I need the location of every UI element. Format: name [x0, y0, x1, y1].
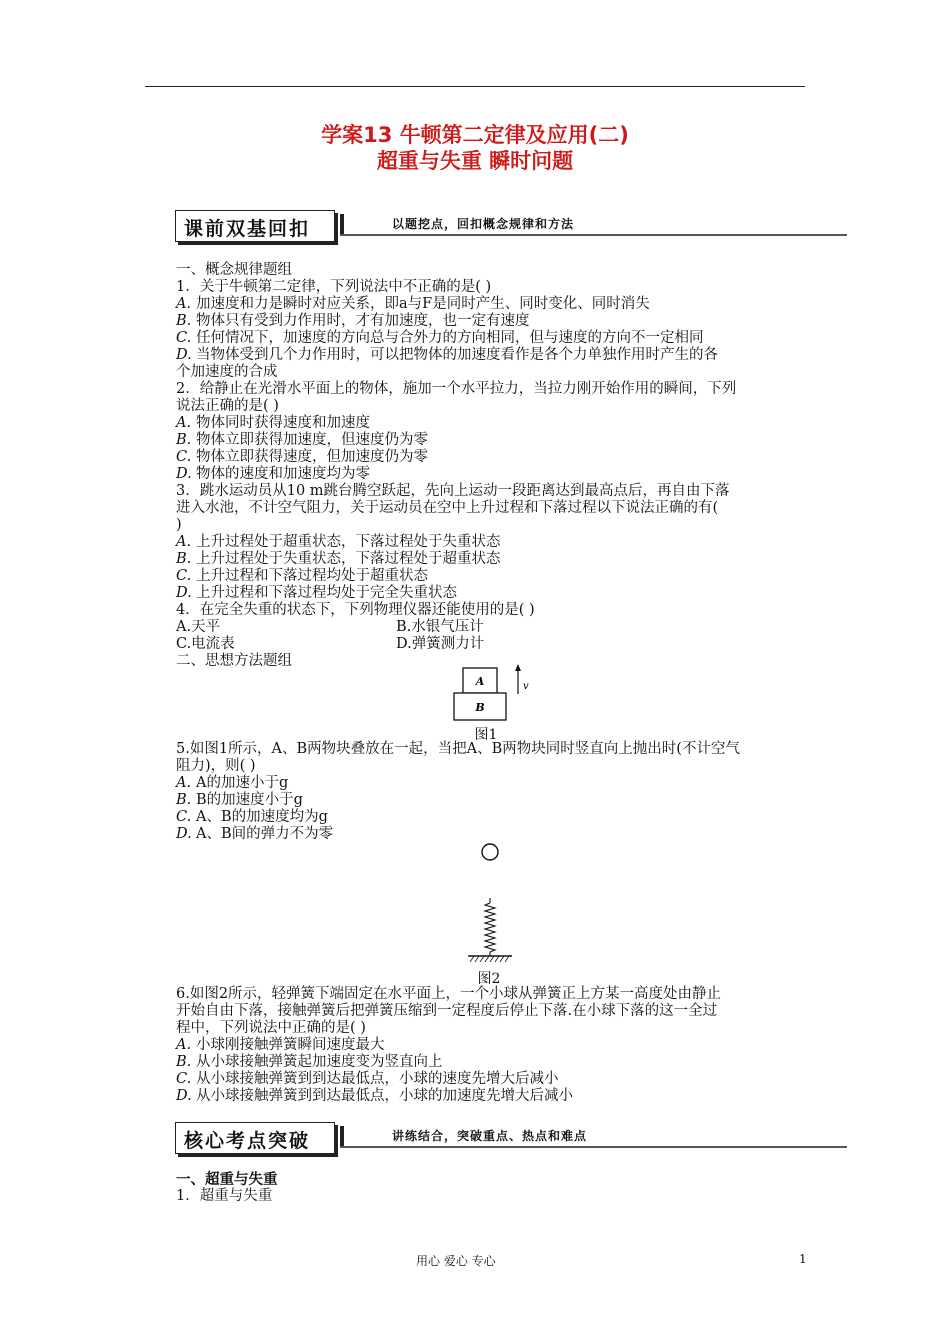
page-number: 1 [799, 1252, 807, 1266]
core-section [176, 1171, 816, 1205]
q6-stem-3: 程中，下列说法中正确的是( ) [176, 1020, 366, 1036]
q6-option-c [176, 1071, 816, 1088]
q1-option-c [176, 330, 816, 347]
figure-1-blocks [450, 662, 540, 724]
figure-1-caption: 图1 [474, 727, 498, 743]
option-letter: C. [176, 809, 192, 825]
questions-part-3 [176, 986, 816, 1105]
option-text: 任何情况下，加速度的方向总与合外力的方向相同，但与速度的方向不一定相同 [196, 330, 704, 346]
banner-subtitle: 讲练结合，突破重点、热点和难点 [392, 1129, 588, 1143]
title-line-1: 学案13 牛顿第二定律及应用(二) [321, 123, 629, 147]
velocity-label: v [523, 681, 529, 692]
q3-stem-3: ) [176, 517, 182, 533]
q5-option-c [176, 809, 816, 826]
option-letter: A. [176, 534, 192, 550]
banner-tag [175, 210, 335, 242]
banner-tag-text: 课前双基回扣 [184, 218, 311, 240]
ball-icon [482, 844, 498, 860]
option-letter: C. [176, 568, 192, 584]
q5-stem-1: 5.如图1所示，A、B两物块叠放在一起，当把A、B两物块同时竖直向上抛出时(不计空气 [176, 741, 740, 757]
section-heading: 一、概念规律题组 [176, 262, 292, 278]
option-letter: D. [176, 826, 192, 842]
option-letter: D. [176, 466, 192, 482]
q1-option-a [176, 296, 816, 313]
q1-option-d [176, 347, 816, 364]
option-text: A的加速小于g [196, 775, 289, 791]
option-text: 物体立即获得加速度，但速度仍为零 [196, 432, 428, 448]
option-text: 物体同时获得速度和加速度 [196, 415, 370, 431]
q5-option-b [176, 792, 816, 809]
banner-tag-text: 核心考点突破 [184, 1130, 311, 1152]
q6-option-d [176, 1088, 816, 1105]
header-rule [145, 86, 805, 87]
banner-rule [340, 234, 847, 236]
figure-2-spring [460, 838, 520, 968]
banner-rule [340, 1146, 847, 1148]
q2-stem-1: 2．给静止在光滑水平面上的物体，施加一个水平拉力，当拉力刚开始作用的瞬间，下列 [176, 381, 737, 397]
banner-tag [175, 1122, 335, 1154]
questions-part-1 [176, 262, 816, 670]
option-text: 物体立即获得速度，但加速度仍为零 [196, 449, 428, 465]
option-text: 上升过程处于超重状态，下落过程处于失重状态 [196, 534, 501, 550]
option-text: 当物体受到几个力作用时，可以把物体的加速度看作是各个力单独作用时产生的各 [196, 347, 718, 363]
section-banner-2 [175, 1122, 847, 1156]
footer-text: 用心 爱心 专心 [416, 1254, 496, 1268]
option-text: 物体的速度和加速度均为零 [196, 466, 370, 482]
option-text: 从小球接触弹簧起加速度变为竖直向上 [196, 1054, 443, 1070]
q2-option-d [176, 466, 816, 483]
q6-stem-2: 开始自由下落，接触弹簧后把弹簧压缩到一定程度后停止下落.在小球下落的这一全过 [176, 1003, 718, 1019]
q6-option-a [176, 1037, 816, 1054]
q6-stem-1: 6.如图2所示，轻弹簧下端固定在水平面上，一个小球从弹簧正上方某一高度处由静止 [176, 986, 722, 1002]
subsection-heading: 1．超重与失重 [176, 1188, 273, 1204]
banner-subtitle: 以题挖点，回扣概念规律和方法 [392, 217, 575, 231]
option-text: 上升过程处于失重状态，下落过程处于超重状态 [196, 551, 501, 567]
q5-stem-2: 阻力)，则( ) [176, 758, 256, 774]
option-text: 上升过程和下落过程均处于超重状态 [196, 568, 428, 584]
q5-option-a [176, 775, 816, 792]
option-text: A、B的加速度均为g [196, 809, 328, 825]
q4-option-c: C.电流表 [176, 636, 235, 652]
option-text: 从小球接触弹簧到到达最低点，小球的速度先增大后减小 [196, 1071, 559, 1087]
figure-2-caption: 图2 [477, 971, 501, 987]
option-letter: B. [176, 432, 192, 448]
option-letter: B. [176, 551, 192, 567]
option-letter: C. [176, 1071, 192, 1087]
option-text: A、B间的弹力不为零 [196, 826, 334, 842]
option-letter: C. [176, 449, 192, 465]
option-letter: A. [176, 415, 192, 431]
q3-option-d [176, 585, 816, 602]
option-letter: D. [176, 1088, 192, 1104]
q6-option-b [176, 1054, 816, 1071]
banner-bar [340, 1126, 344, 1148]
q3-option-c [176, 568, 816, 585]
banner-bar [340, 214, 344, 236]
option-text: 物体只有受到力作用时，才有加速度，也一定有速度 [196, 313, 530, 329]
q4-options-row-2 [176, 636, 816, 653]
questions-part-2 [176, 741, 816, 843]
option-letter: A. [176, 1037, 192, 1053]
q3-option-b [176, 551, 816, 568]
block-b-label: B [475, 701, 485, 714]
option-letter: B. [176, 313, 192, 329]
ground-hatch-icon [470, 956, 509, 962]
section-heading-3: 一、超重与失重 [176, 1171, 278, 1188]
q4-option-b: B.水银气压计 [396, 619, 484, 635]
option-letter: D. [176, 347, 192, 363]
section-banner-1 [175, 210, 847, 244]
q3-stem-2: 进入水池，不计空气阻力，关于运动员在空中上升过程和下落过程以下说法正确的有( [176, 500, 719, 516]
option-text: B的加速度小于g [196, 792, 303, 808]
option-letter: D. [176, 585, 192, 601]
q1-stem: 1．关于牛顿第二定律，下列说法中不正确的是( ) [176, 279, 492, 295]
option-letter: B. [176, 1054, 192, 1070]
q1-option-d-cont: 个加速度的合成 [176, 364, 278, 380]
q2-option-b [176, 432, 816, 449]
q4-stem: 4．在完全失重的状态下，下列物理仪器还能使用的是( ) [176, 602, 535, 618]
spring-coil-icon [485, 903, 495, 952]
q3-option-a [176, 534, 816, 551]
q4-option-d: D.弹簧测力计 [396, 636, 485, 652]
option-letter: A. [176, 296, 192, 312]
option-text: 上升过程和下落过程均处于完全失重状态 [196, 585, 457, 601]
q4-options-row-1 [176, 619, 816, 636]
option-letter: B. [176, 792, 192, 808]
block-a-label: A [475, 675, 485, 688]
option-text: 加速度和力是瞬时对应关系，即a与F是同时产生、同时变化、同时消失 [196, 296, 650, 312]
arrow-head-icon [515, 664, 521, 671]
q2-option-c [176, 449, 816, 466]
option-text: 小球刚接触弹簧瞬间速度最大 [196, 1037, 385, 1053]
q3-stem-1: 3．跳水运动员从10 m跳台腾空跃起，先向上运动一段距离达到最高点后，再自由下落 [176, 483, 730, 499]
section-heading-2: 二、思想方法题组 [176, 653, 292, 669]
q2-option-a [176, 415, 816, 432]
option-letter: C. [176, 330, 192, 346]
q1-option-b [176, 313, 816, 330]
option-letter: A. [176, 775, 192, 791]
title-line-2: 超重与失重 瞬时问题 [376, 149, 574, 173]
q2-stem-2: 说法正确的是( ) [176, 398, 279, 414]
q4-option-a: A.天平 [176, 619, 221, 635]
option-text: 从小球接触弹簧到到达最低点，小球的加速度先增大后减小 [196, 1088, 573, 1104]
